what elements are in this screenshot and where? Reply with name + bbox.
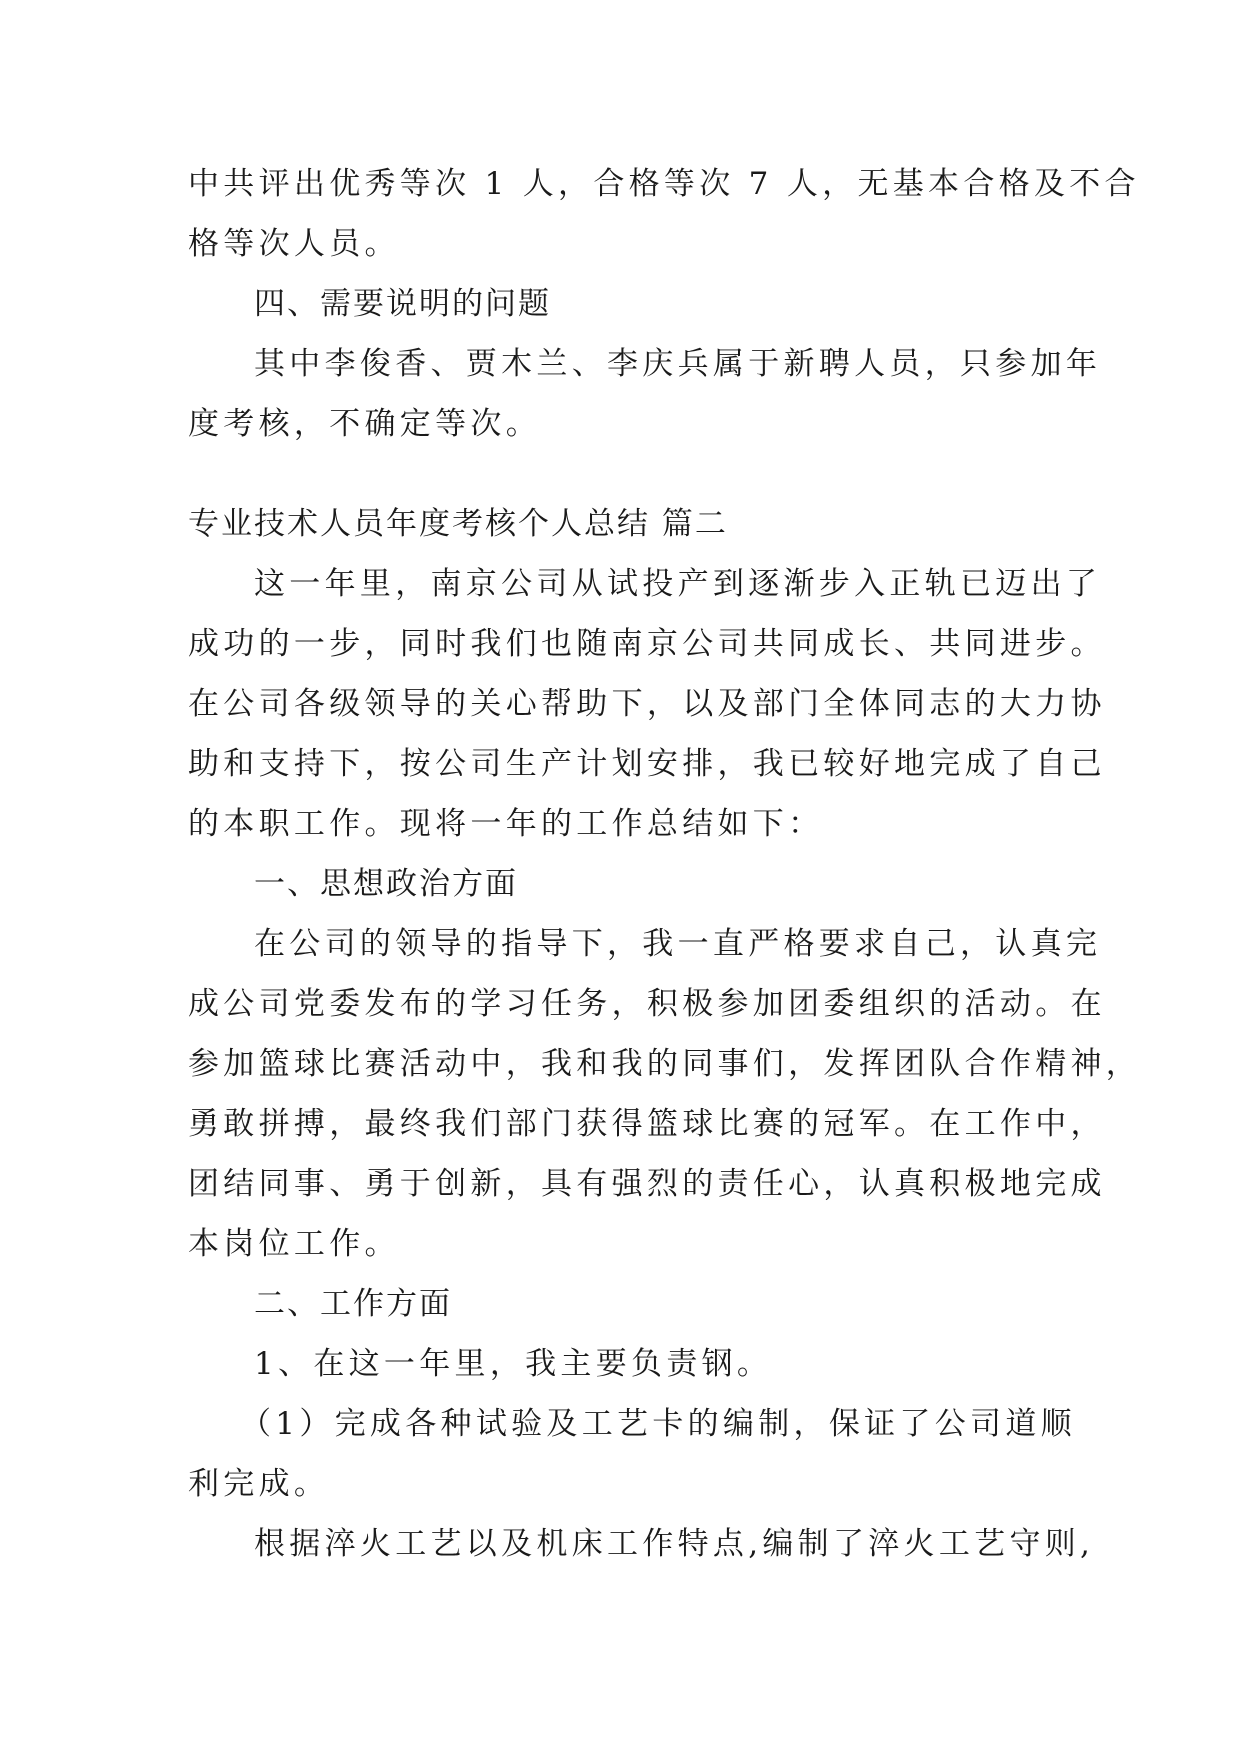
article-title: 专业技术人员年度考核个人总结 篇二 [188, 506, 728, 542]
sub-list-item-line: 利完成。 [188, 1466, 330, 1502]
paragraph-line: 成公司党委发布的学习任务，积极参加团委组织的活动。在 [188, 986, 1106, 1022]
paragraph-line: 团结同事、勇于创新，具有强烈的责任心，认真积极地完成 [188, 1166, 1106, 1202]
document-body [188, 154, 1142, 1574]
spacer [188, 454, 1068, 494]
paragraph-line: 度考核，不确定等次。 [188, 406, 541, 442]
paragraph-line: 在公司的领导的指导下，我一直严格要求自己，认真完 [254, 926, 1102, 962]
section-heading-four: 四、需要说明的问题 [254, 286, 551, 322]
paragraph-line: 助和支持下，按公司生产计划安排，我已较好地完成了自己 [188, 746, 1106, 782]
sub-list-item-line: （1）完成各种试验及工艺卡的编制，保证了公司道顺 [240, 1406, 1076, 1442]
section-heading-two: 二、工作方面 [254, 1286, 452, 1322]
section-heading-one: 一、思想政治方面 [254, 866, 518, 902]
paragraph-line: 在公司各级领导的关心帮助下，以及部门全体同志的大力协 [188, 686, 1106, 722]
paragraph-line: 格等次人员。 [188, 226, 400, 262]
paragraph-line: 勇敢拼搏，最终我们部门获得篮球比赛的冠军。在工作中， [188, 1106, 1106, 1142]
paragraph-line: 参加篮球比赛活动中，我和我的同事们，发挥团队合作精神， [188, 1046, 1142, 1082]
paragraph-line: 本岗位工作。 [188, 1226, 400, 1262]
paragraph-line: 其中李俊香、贾木兰、李庆兵属于新聘人员，只参加年 [254, 346, 1102, 382]
paragraph-line: 中共评出优秀等次 1 人，合格等次 7 人，无基本合格及不合 [188, 166, 1140, 202]
list-item: 1、在这一年里，我主要负责钢。 [254, 1346, 773, 1382]
paragraph-line: 的本职工作。现将一年的工作总结如下： [188, 806, 824, 842]
paragraph-line: 成功的一步，同时我们也随南京公司共同成长、共同进步。 [188, 626, 1106, 662]
paragraph-line: 这一年里，南京公司从试投产到逐渐步入正轨已迈出了 [254, 566, 1102, 602]
paragraph-line: 根据淬火工艺以及机床工作特点,编制了淬火工艺守则, [254, 1526, 1095, 1562]
